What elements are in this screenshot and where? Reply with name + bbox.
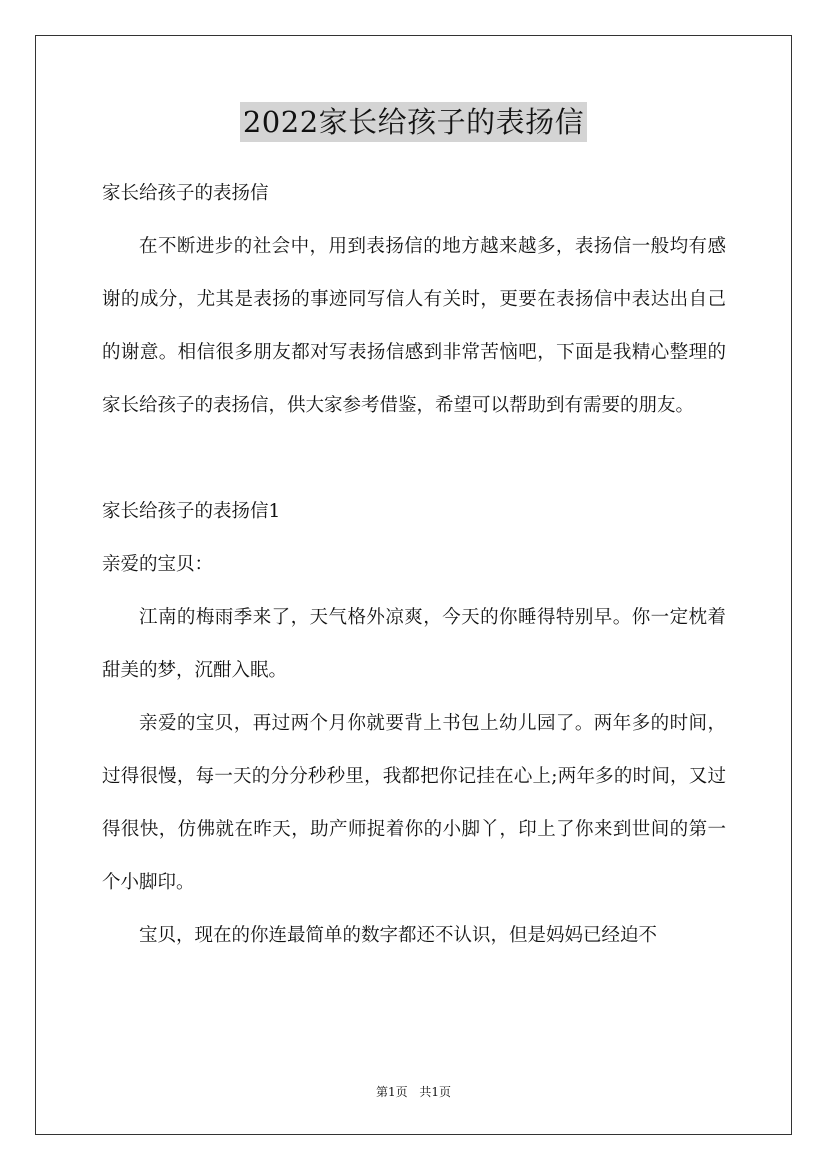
page-number: 第1页	[375, 1085, 408, 1099]
page-footer	[0, 1083, 827, 1101]
document-body	[102, 167, 726, 962]
page-total: 共1页	[419, 1085, 452, 1099]
salutation: 亲爱的宝贝：	[102, 554, 214, 575]
title-container	[0, 102, 827, 142]
intro-paragraph: 在不断进步的社会中，用到表扬信的地方越来越多，表扬信一般均有感谢的成分，尤其是表扬的事迹同写信人有关时，更要在表扬信中表达出自己的谢意。相信很多朋友都对写表扬信感到非常苦恼吧，下面是我精心整理的家长给孩子的表扬信，供大家参考借鉴，希望可以帮助到有需要的朋友。	[102, 236, 726, 416]
body-paragraph: 宝贝，现在的你连最简单的数字都还不认识，但是妈妈已经迫不	[139, 925, 658, 946]
heading-line: 家长给孩子的表扬信	[102, 183, 269, 204]
document-title: 2022家长给孩子的表扬信	[240, 102, 587, 142]
body-paragraph: 江南的梅雨季来了，天气格外凉爽，今天的你睡得特别早。你一定枕着甜美的梦，沉酣入眠。	[102, 607, 726, 681]
body-paragraph: 亲爱的宝贝，再过两个月你就要背上书包上幼儿园了。两年多的时间，过得很慢，每一天的分分秒秒里，我都把你记挂在心上;两年多的时间，又过得很快，仿佛就在昨天，助产师捉着你的小脚丫，印上了你来到世间的第一个小脚印。	[102, 713, 726, 893]
blank-line	[102, 432, 726, 485]
section-title: 家长给孩子的表扬信1	[102, 501, 281, 522]
